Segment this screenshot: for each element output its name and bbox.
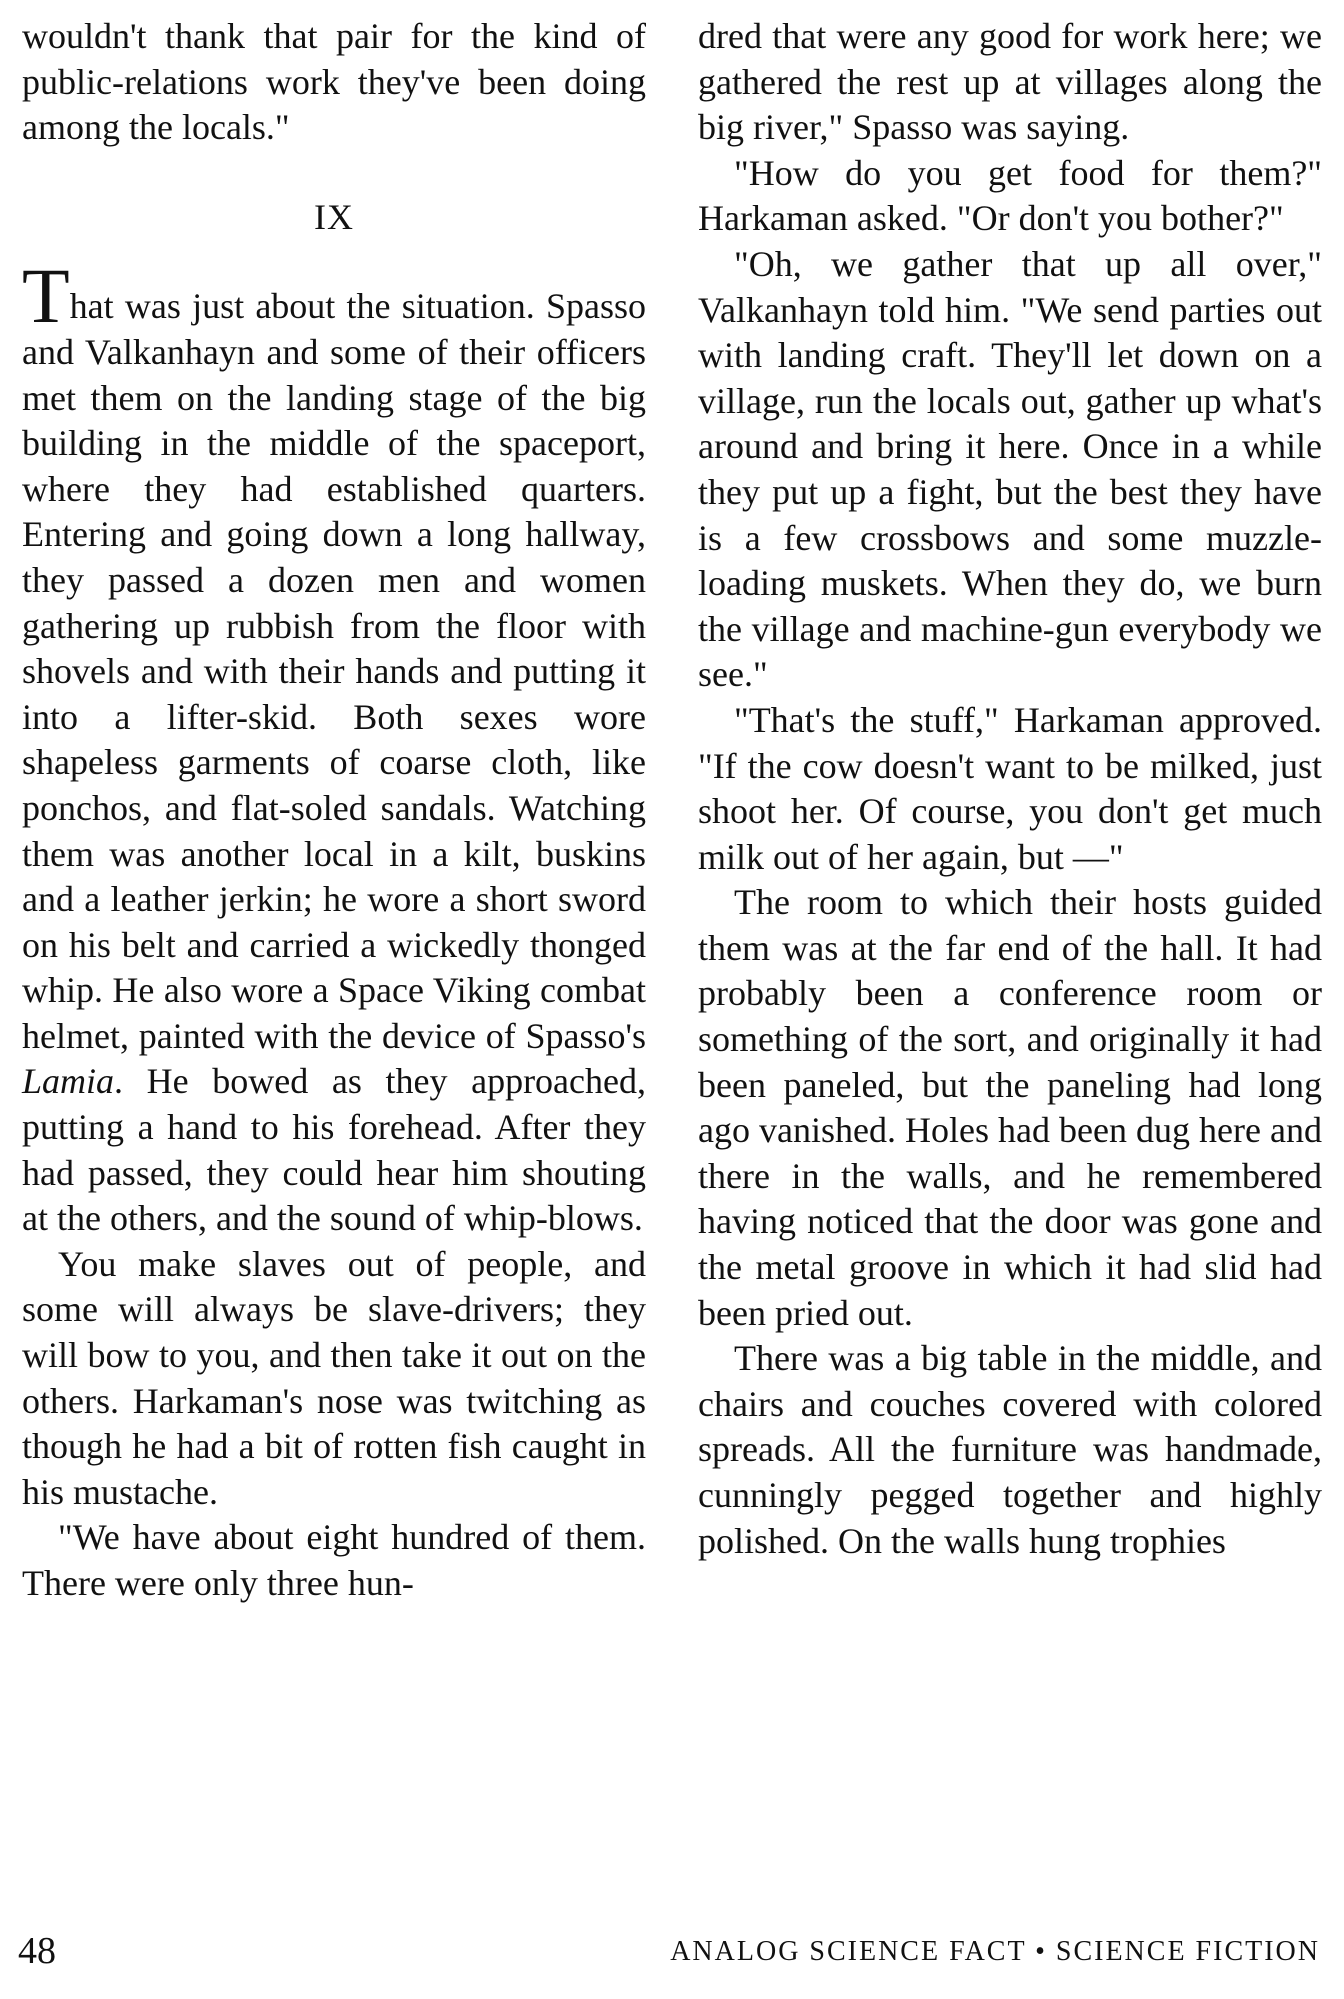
paragraph-dropcap <box>22 252 646 1241</box>
drop-cap: T <box>22 252 70 340</box>
running-head: ANALOG SCIENCE FACT • SCIENCE FICTION <box>670 1936 1320 1967</box>
paragraph: The room to which their hosts guided them was at the far end of the hall. It had probably been a conference room or something of the sort, and originally it had been paneled, but the paneling had long ago vanished. Holes had been dug here and there in the walls, and he remembered having noticed that the door was gone and the metal groove in which it had slid had been pried out. <box>698 882 1322 1333</box>
ship-name: Lamia <box>22 1061 115 1102</box>
paragraph: "That's the stuff," Harkaman approved. "If the cow doesn't want to be milked, just shoot her. Of course, you don't get much milk out of her again, but —" <box>698 699 1322 877</box>
paragraph: "How do you get food for them?" Harkaman asked. "Or don't you bother?" <box>698 152 1322 239</box>
chapter-heading: IX <box>314 196 354 237</box>
paragraph: There was a big table in the middle, and chairs and couches covered with colored spreads. All the furniture was handmade, cunningly pegged together and highly polished. On the walls hung trophies <box>698 1338 1322 1561</box>
paragraph: "Oh, we gather that up all over," Valkanhayn told him. "We send parties out with landing craft. They'll let down on a village, run the locals out, gather up what's around and bring it here. Once in a while they put up a fight, but the best they have is a few crossbows and some muzzle-loading muskets. When they do, we burn the village and machine-gun everybody we see." <box>698 243 1322 695</box>
paragraph: wouldn't thank that pair for the kind of public-relations work they've been doing among the locals." <box>22 16 646 148</box>
paragraph: "We have about eight hundred of them. There were only three hun- <box>22 1517 646 1603</box>
paragraph-text: hat was just about the situation. Spasso and Valkanhayn and some of their officers met them on the landing stage of the big building in the middle of the spaceport, where they had established quarters. Entering and going down a long hallway, they passed a dozen men and women gathering up rubbish from the floor with shovels and with their hands and putting it into a lifter-skid. Both sexes wore shapeless garments of coarse cloth, like ponchos, and flat-soled sandals. Watching them was another local in a kilt, buskins and a leather jerkin; he wore a short sword on his belt and carried a wickedly thonged whip. He also wore a Space Viking combat helmet, painted with the device of Spasso's <box>22 286 646 1056</box>
paragraph-text-end: . He bowed as they approached, putting a hand to his forehead. After they had passed, they could hear him shouting at the others, and the sound of whip-blows. <box>22 1061 646 1239</box>
left-column <box>22 14 646 1607</box>
paragraph: You make slaves out of people, and some will always be slave-drivers; they will bow to you, and then take it out on the others. Harkaman's nose was twitching as though he had a bit of rotten fish caught in his mustache. <box>22 1243 646 1512</box>
paragraph: dred that were any good for work here; we gathered the rest up at villages along the big river," Spasso was saying. <box>698 16 1322 148</box>
right-column <box>698 14 1322 1564</box>
page-footer <box>18 1926 1320 1976</box>
page-number: 48 <box>18 1930 56 1972</box>
